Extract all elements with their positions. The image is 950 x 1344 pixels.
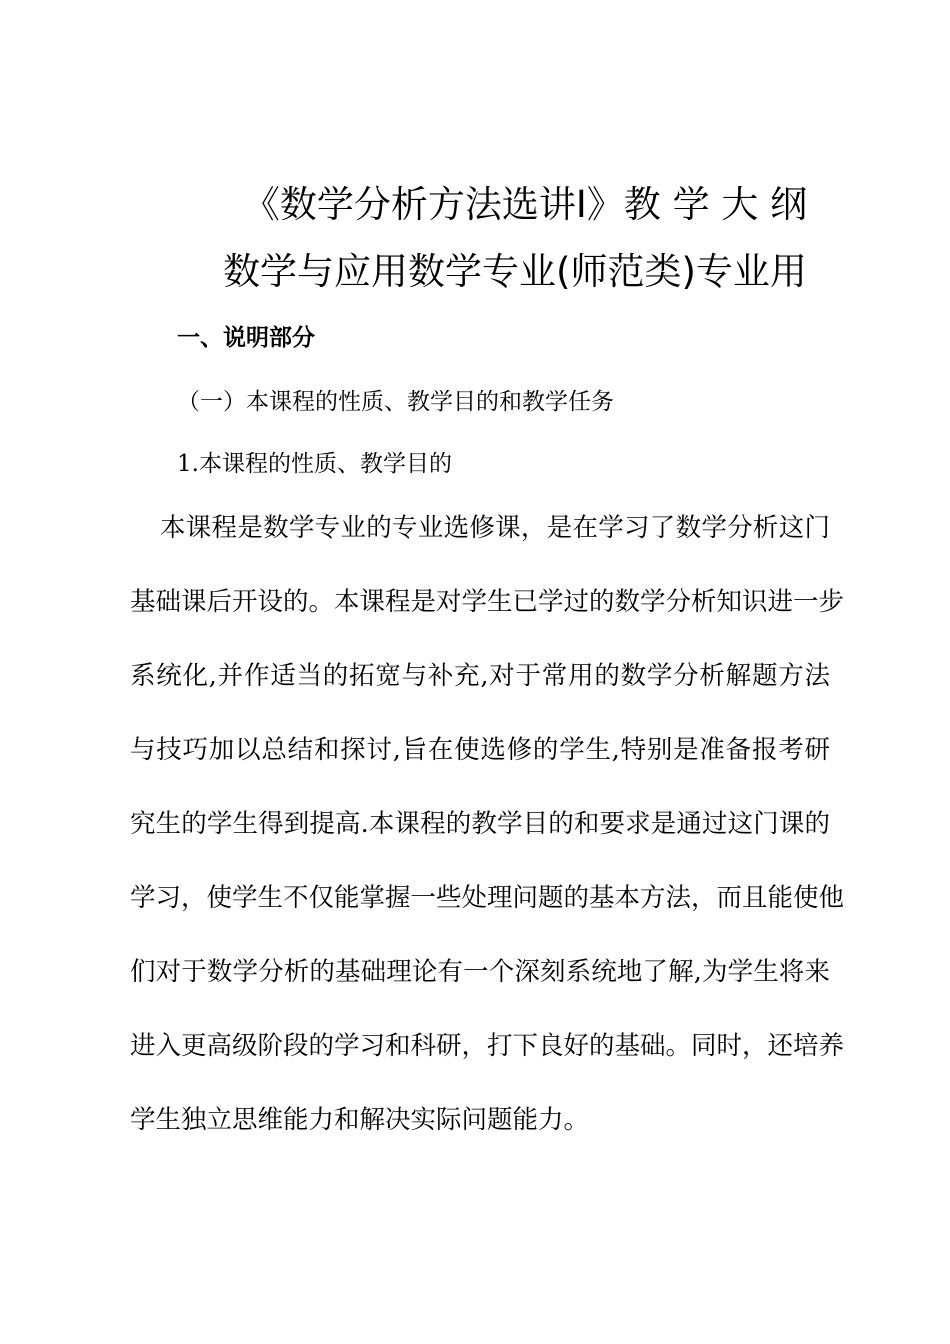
paragraph-line: 本课程是数学专业的专业选修课，是在学习了数学分析这门 — [160, 513, 830, 543]
section-heading: 一、说明部分 — [177, 325, 315, 351]
paragraph-line: 学习，使学生不仅能掌握一些处理问题的基本方法，而且能使他 — [130, 883, 845, 913]
paragraph-line: 进入更高级阶段的学习和科研，打下良好的基础。同时，还培养 — [130, 1031, 845, 1061]
paragraph-line: 们对于数学分析的基础理论有一个深刻系统地了解,为学生将来 — [130, 957, 830, 987]
paragraph-line: 究生的学生得到提高.本课程的教学目的和要求是通过这门课的 — [130, 809, 830, 839]
item-heading: 1.本课程的性质、教学目的 — [177, 451, 452, 477]
paragraph-line: 系统化,并作适当的拓宽与补充,对于常用的数学分析解题方法 — [130, 661, 830, 691]
paragraph-line: 与技巧加以总结和探讨,旨在使选修的学生,特别是准备报考研 — [130, 735, 830, 765]
document-title: 《数学分析方法选讲Ⅰ》教 学 大 纲 — [242, 183, 808, 226]
document-subtitle: 数学与应用数学专业(师范类)专业用 — [223, 250, 807, 293]
paragraph-line: 学生独立思维能力和解决实际问题能力。 — [130, 1105, 590, 1135]
subsection-heading: （一）本课程的性质、教学目的和教学任务 — [177, 389, 614, 415]
paragraph-line: 基础课后开设的。本课程是对学生已学过的数学分析知识进一步 — [130, 587, 845, 617]
